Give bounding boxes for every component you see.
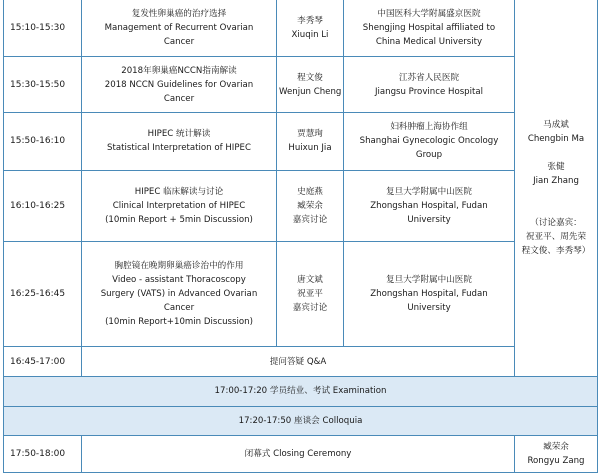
speaker-line: Xiuqin Li: [291, 30, 329, 41]
speaker-cell: [277, 57, 344, 113]
topic-line: HIPEC 统计解读: [147, 129, 211, 140]
speaker-line: 李秀琴: [297, 16, 323, 27]
topic-line: Video - assistant Thoracoscopy: [112, 275, 246, 286]
moderator-line: Jian Zhang: [533, 175, 579, 186]
colloquia-label: 17:20-17:50 座谈会 Colloquia: [4, 406, 598, 436]
time-cell: 15:30-15:50: [4, 57, 82, 113]
speaker-line: 贾慧珣: [297, 129, 323, 140]
affiliation-line: Zhongshan Hospital, Fudan: [370, 289, 488, 300]
topic-cell: [82, 0, 277, 57]
topic-line: Cancer: [163, 37, 195, 48]
affiliation-line: Group: [415, 150, 443, 161]
qa-row: [4, 347, 598, 377]
topic-line: Surgery (VATS) in Advanced Ovarian: [100, 289, 258, 300]
affiliation-line: 复旦大学附属中山医院: [386, 186, 472, 197]
time-cell: 16:25-16:45: [4, 242, 82, 347]
affiliation-line: 江苏省人民医院: [398, 72, 460, 83]
speaker-line: 嘉宾讨论: [292, 303, 328, 314]
affiliation-cell: [344, 170, 515, 242]
topic-line: (10min Report + 5min Discussion): [105, 214, 253, 225]
affiliation-line: Jiangsu Province Hospital: [374, 86, 484, 97]
table-row: [4, 170, 598, 242]
affiliation-cell: [344, 113, 515, 170]
speaker-line: 祝亚平: [297, 289, 323, 300]
topic-line: 胸腔镜在晚期卵巢癌诊治中的作用: [114, 261, 244, 272]
topic-line: Cancer: [163, 93, 195, 104]
affiliation-line: China Medical University: [375, 37, 483, 48]
speaker-line: 臧荣余: [297, 200, 323, 211]
moderator-line: 张健: [547, 161, 565, 172]
speaker-cell: [277, 170, 344, 242]
affiliation-line: University: [407, 303, 451, 314]
moderator-line: 马成斌: [543, 119, 569, 130]
speaker-line: Wenjun Cheng: [279, 86, 342, 97]
topic-line: 2018 NCCN Guidelines for Ovarian: [104, 79, 254, 90]
topic-line: 2018年卵巢癌NCCN指南解读: [121, 65, 237, 76]
speaker-cell: [277, 242, 344, 347]
speaker-cell: [277, 113, 344, 170]
speaker-line: 嘉宾讨论: [292, 214, 328, 225]
closing-row: [4, 436, 598, 473]
affiliation-line: Zhongshan Hospital, Fudan: [370, 200, 488, 211]
closing-label: 闭幕式 Closing Ceremony: [82, 436, 515, 473]
topic-cell: [82, 242, 277, 347]
moderator-line: 程文俊、李秀琴）: [521, 245, 591, 256]
exam-row: [4, 376, 598, 406]
table-row: [4, 113, 598, 170]
moderator-line: 祝亚平、周先荣: [525, 231, 587, 242]
affiliation-line: Shanghai Gynecologic Oncology: [359, 136, 499, 147]
topic-line: (10min Report+10min Discussion): [105, 317, 253, 328]
time-cell: 16:10-16:25: [4, 170, 82, 242]
topic-line: Statistical Interpretation of HIPEC: [107, 143, 251, 154]
affiliation-line: 妇科肿瘤上海协作组: [390, 122, 468, 133]
speaker-line: Huixun Jia: [288, 143, 332, 154]
speaker-line: 史庭燕: [297, 186, 323, 197]
spacer: [517, 202, 595, 216]
topic-line: Clinical Interpretation of HIPEC: [112, 200, 246, 211]
affiliation-line: Shengjing Hospital affiliated to: [362, 23, 496, 34]
topic-cell: [82, 170, 277, 242]
spacer: [517, 188, 595, 202]
affiliation-cell: [344, 57, 515, 113]
table-row: [4, 242, 598, 347]
affiliation-cell: [344, 242, 515, 347]
topic-line: Management of Recurrent Ovarian: [104, 23, 254, 34]
affiliation-line: 中国医科大学附属盛京医院: [377, 9, 481, 20]
topic-cell: [82, 113, 277, 170]
time-cell: 15:10-15:30: [4, 0, 82, 57]
affiliation-cell: [344, 0, 515, 57]
schedule-table: [3, 0, 598, 473]
time-cell: 16:45-17:00: [4, 347, 82, 377]
affiliation-line: University: [407, 214, 451, 225]
table-row: [4, 57, 598, 113]
topic-line: 复发性卵巢癌的治疗选择: [131, 9, 227, 20]
topic-line: HIPEC 临床解读与讨论: [134, 186, 224, 197]
moderator-line: （讨论嘉宾：: [530, 217, 582, 228]
table-row: [4, 0, 598, 57]
time-cell: 15:50-16:10: [4, 113, 82, 170]
spacer: [517, 146, 595, 160]
moderator-cell: [515, 0, 598, 376]
exam-label: 17:00-17:20 学员结业、考试 Examination: [4, 376, 598, 406]
topic-cell: [82, 57, 277, 113]
topic-line: Cancer: [163, 303, 195, 314]
speaker-line: 唐文斌: [297, 275, 323, 286]
speaker-cell: [277, 0, 344, 57]
qa-label: 提问答疑 Q&A: [82, 347, 515, 377]
closing-chair-cell: [515, 436, 598, 473]
time-cell: 17:50-18:00: [4, 436, 82, 473]
speaker-line: 程文俊: [297, 72, 323, 83]
affiliation-line: 复旦大学附属中山医院: [386, 275, 472, 286]
moderator-line: Chengbin Ma: [527, 133, 585, 144]
chair-line: 臧荣余: [543, 442, 569, 453]
colloquia-row: [4, 406, 598, 436]
chair-line: Rongyu Zang: [527, 456, 585, 467]
